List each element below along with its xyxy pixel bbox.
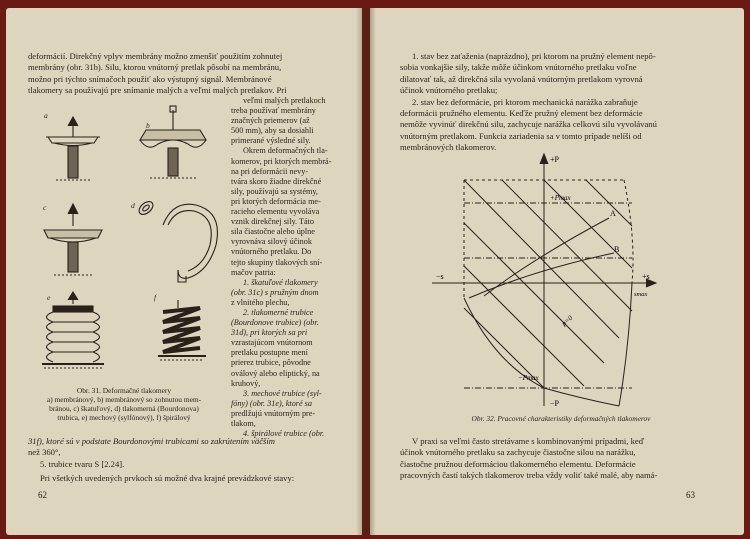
- text-line: primerané výsledné sily.: [231, 136, 311, 146]
- text-line: účinok vnútorného pretlaku;: [400, 85, 498, 96]
- label-plus-p: +P: [550, 155, 559, 164]
- page-number-right: 63: [686, 490, 695, 500]
- text-line: účinok vnútorného pretlaku sa zachycuje čiastočne silou na narážku,: [400, 447, 636, 458]
- text-line: nemôže vyvinúť direkčnú silu, zachycuje narážka celkovú silu vyvolávanú: [400, 119, 657, 130]
- text-line: vnútorným pretlakom. Funkcia zariadenia sa v tomto prípade nelíši od: [400, 130, 642, 141]
- text-line: pri ktorých deformácia me-: [231, 196, 321, 206]
- label-minus-s: −s: [436, 272, 444, 281]
- label-plus-s: +s: [642, 272, 650, 281]
- text-line: komerov, pri ktorých membrá-: [231, 156, 332, 166]
- left-page: [6, 8, 362, 535]
- text-line: 2. tlakomerné trubice: [243, 307, 314, 317]
- text-line: z vlnitého plechu,: [231, 297, 290, 307]
- left-intro-text: [28, 51, 348, 97]
- text-line: než 360°,: [28, 447, 61, 458]
- text-line: deformácií. Direkčný vplyv membrány možno zmenšiť použitím zohnutej: [28, 51, 283, 61]
- figure-31c-box-gauge: [44, 204, 102, 275]
- label-plus-pmax: +Pmax: [550, 194, 571, 202]
- text-line: vznik direkčnej sily. Táto: [231, 217, 314, 227]
- text-line: tlakom,: [231, 419, 256, 428]
- label-a: A: [610, 209, 616, 218]
- text-line: Pri všetkých uvedených prvkoch sú možné dva krajné prevádzkové stavy:: [40, 473, 295, 484]
- text-line: racieho elementu vyvoláva: [231, 207, 320, 217]
- text-line: (Bourdonove trubice) (obr.: [231, 318, 319, 328]
- text-line: mačov patria:: [231, 267, 276, 277]
- label-minus-p: −P: [550, 399, 559, 408]
- caption-title: Obr. 31. Deformačné tlakomery: [76, 386, 172, 395]
- left-bottom-text: [28, 436, 348, 485]
- text-line: značných priemerov (až: [231, 116, 310, 126]
- text-line: tejto skupiny tlakových sní-: [231, 257, 323, 267]
- text-line: membránových tlakomerov.: [400, 142, 497, 153]
- figure-31b-bent-membrane: [140, 106, 206, 178]
- figure-32-caption: Obr. 32. Pracovné charakteristiky deformačných tlakomerov: [471, 414, 651, 423]
- text-line: Okrem deformačných tla-: [243, 146, 328, 156]
- text-line: sily, používajú sa systémy,: [231, 186, 318, 196]
- text-line: 3. mechové trubice (syl-: [243, 388, 322, 398]
- book-gutter: [356, 8, 376, 535]
- label-p-zero: p=0: [560, 313, 575, 328]
- text-line: 5. trubice tvaru S [2.24].: [40, 458, 125, 469]
- figure-label-a: a: [44, 111, 48, 120]
- text-line: čiastočne pružnou deformáciou tlakomerného elementu. Deformácie: [400, 458, 636, 469]
- text-line: tvára skoro žiadne direkčné: [231, 176, 322, 186]
- text-line: pracovných častí takých tlakomerov treba vždy voliť také malé, aby namá-: [400, 470, 658, 481]
- figure-31-caption: [18, 386, 230, 422]
- page-number-left: 62: [38, 490, 47, 500]
- right-page: [370, 8, 744, 535]
- text-line: deformácii pružného elementu. Keďže pružný element bez deformácie: [400, 108, 643, 119]
- text-line: dilatovať tak, až direkčná sila vyvolaná vnútorným pretlakom vyrovná: [400, 73, 643, 84]
- text-line: 500 mm), aby sa dosiahli: [231, 126, 314, 136]
- figure-label-c: c: [43, 203, 47, 212]
- text-line: 31d), pri ktorých sa pri: [231, 328, 308, 338]
- text-line: 1. škatuľové tlakomery: [243, 277, 318, 287]
- figure-31f-spiral: [158, 300, 206, 360]
- figure-label-e: e: [47, 293, 51, 302]
- text-line: sila čiastočne alebo úplne: [231, 227, 315, 237]
- text-line: vnútorného pretlaku. Do: [231, 247, 312, 257]
- caption-line: bránou, c) škatuľový, d) tlakomerná (Bourdonova): [49, 404, 199, 413]
- label-minus-pmax: −Pmax: [518, 374, 539, 382]
- text-line: vzrastajúcom vnútornom: [231, 338, 313, 348]
- figure-label-f: f: [154, 293, 157, 302]
- figure-31-drawings: [28, 100, 228, 390]
- text-line: 31f), ktoré sú v podstate Bourdonovými trubicami so zakrútením väčším: [28, 436, 275, 446]
- text-line: 1. stav bez zaťaženia (naprázdno), pri ktorom na pružný element nepô-: [412, 51, 656, 61]
- text-line: (obr. 31c) s pružným dnom: [231, 287, 319, 297]
- figure-31d-bourdon-tube: [137, 199, 218, 282]
- text-line: membrány (obr. 31b). Silu, ktorou vnútorný pretlak pôsobí na membránu,: [28, 62, 282, 73]
- figure-31e-bellows: [42, 292, 104, 368]
- text-line: pretlaku postupne mení: [231, 348, 308, 358]
- text-line: oválový alebo eliptický, na: [231, 368, 320, 378]
- text-line: tlakomery sa používajú pre snímanie malých a veľmi malých pretlakov. Pri: [28, 85, 287, 96]
- text-line: V praxi sa veľmi často stretávame s kombinovanými prípadmi, keď: [412, 436, 645, 446]
- text-line: 2. stav bez deformácie, pri ktorom mechanická narážka zabraňuje: [412, 96, 638, 107]
- left-side-column: [231, 96, 349, 439]
- label-b: B: [614, 245, 620, 254]
- text-line: prierez trubice, pôvodne: [231, 358, 311, 368]
- caption-line: trubica, e) mechový (sylfónový), f) špirálový: [57, 413, 191, 422]
- figure-31a-membrane: [46, 117, 100, 180]
- text-line: predlžujú vnútorným pre-: [231, 408, 316, 418]
- right-top-text: [400, 51, 722, 154]
- text-line: sobia vonkajšie sily, takže môže účinkom vnútorného pretlaku voľne: [400, 62, 637, 73]
- figure-label-d: d: [131, 201, 135, 210]
- label-smax: smax: [634, 291, 648, 298]
- text-line: vyrovnáva silový účinok: [231, 237, 312, 247]
- text-line: treba používať membrány: [231, 106, 316, 116]
- text-line: kruhový,: [231, 378, 261, 388]
- figure-32-graph: [414, 148, 714, 413]
- text-line: na pri deformácii nevy-: [231, 166, 309, 176]
- text-line: 4. špirálové trubice (obr.: [243, 429, 325, 439]
- text-line: fóny) (obr. 31e), ktoré sa: [231, 398, 312, 408]
- text-line: možno pri týchto snímačoch použiť ako výstupný signál. Membránové: [28, 73, 272, 84]
- caption-line: a) membránový, b) membránový so zohnutou mem-: [46, 395, 202, 404]
- figure-label-b: b: [146, 121, 150, 130]
- text-line: veľmi malých pretlakoch: [243, 96, 326, 105]
- right-bottom-text: [400, 436, 722, 482]
